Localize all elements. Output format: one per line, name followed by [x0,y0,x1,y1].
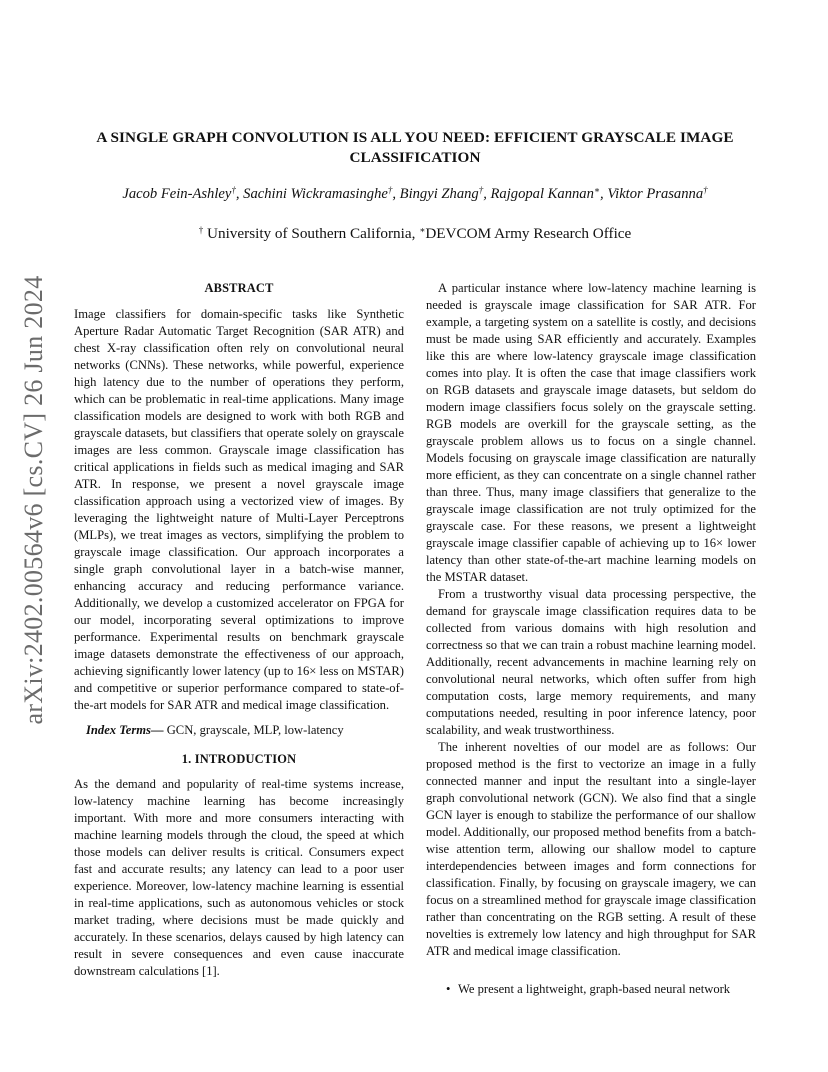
abstract-text: Image classifiers for domain-specific tasks like Synthetic Aperture Radar Automatic Target Recognition (SAR ATR) and chest X-ray classification often rely on convolutional neural networks (CNNs). These networks, while powerful, experience high latency due to the number of operations they perform, which can be problematic in real-time applications. Many image classification models are designed to work with both RGB and grayscale datasets, but classifiers that operate solely on grayscale images are less common. Grayscale image classification has critical applications in fields such as medical imaging and SAR ATR. In response, we present a novel grayscale image classification approach using a vectorized view of images. By leveraging the lightweight nature of Multi-Layer Perceptrons (MLPs), we treat images as vectors, simplifying the problem to grayscale image classification. Our approach incorporates a single graph convolutional layer in a batch-wise manner, enhancing accuracy and reducing performance variance. Additionally, we develop a customized accelerator on FPGA for our model, incorporating several optimizations to improve performance. Experimental results on benchmark grayscale image datasets demonstrate the effectiveness of our approach, achieving significantly lower latency (up to 16× less on MSTAR) and competitive or superior performance compared to state-of-the-art models for SAR ATR and medical image classification. [74,307,404,712]
arxiv-stamp [14,275,54,725]
contribution-list [426,981,756,998]
affiliation-mark: ∗ [593,185,601,195]
affiliations [60,224,770,244]
arxiv-identifier: arXiv:2402.00564v6 [cs.CV] 26 Jun 2024 [19,275,48,725]
affiliation-mark: † [387,185,393,195]
intro-paragraph: From a trustworthy visual data processing perspective, the demand for grayscale image classification requires data to be collected from various domains with high resolution and correctness so that we can train a robust machine learning model. Additionally, recent advancements in machine learning rely on convolutional neural networks, which often suffer from high computation costs, large memory requirements, and many computations needed, resulting in poor inference latency, poor scalability, and weak trustworthiness. [426,587,756,737]
author-name: Rajgopal Kannan [490,186,594,202]
list-item [426,981,756,998]
affiliation-mark: † [198,225,204,235]
intro-paragraph: A particular instance where low-latency machine learning is needed is grayscale image classification for SAR ATR. For example, a targeting system on a satellite is costly, and decisions must be made using SAR efficiently and accurately. Examples like this are where low-latency grayscale image classification comes into play. It is often the case that image classifiers work on RGB datasets and grayscale image datasets, but seldom do modern image classifiers focus solely on the grayscale setting. RGB models are overkill for the grayscale setting, as the grayscale problem allows us to focus on a single channel. Models focusing on grayscale image classification are naturally more efficient, as they can concentrate on a single channel rather than three. Thus, many image classifiers that generalize to the grayscale image classification are not truly optimized for the grayscale case. For these reasons, we present a lightweight grayscale image classifier capable of achieving up to 16× lower latency than other state-of-the-art machine learning models on the MSTAR dataset. [426,281,756,584]
contribution-text: We present a lightweight, graph-based neural network [458,982,731,996]
left-column [74,280,404,980]
author-name: Viktor Prasanna [607,186,704,202]
affiliation-mark: † [231,185,236,195]
abstract-heading: ABSTRACT [204,281,274,295]
affiliation-devcom: DEVCOM Army Research Office [425,225,632,242]
bullet-icon: • [446,982,451,996]
intro-paragraph: The inherent novelties of our model are as follows: Our proposed method is the first to vectorize an image in a fully connected manner and input the resultant into a single-layer graph convolutional network (GCN). We also find that a single GCN layer is enough to stabilize the performance of our shallow model. Additionally, our proposed method benefits from a batch-wise attention term, allowing our shallow model to capture interdependencies between images and form connections for classification. Finally, by focusing on grayscale imagery, we can focus on a streamlined method for grayscale image classification rather than concentrating on the RGB setting. A result of these novelties is extremely low latency and high throughput for SAR ATR and medical image classification. [426,740,756,958]
author-name: Bingyi Zhang [399,186,479,202]
author-name: Sachini Wickramasinghe [243,186,388,202]
affiliation-mark: † [703,185,708,195]
affiliation-usc: University of Southern California, [207,225,416,242]
author-list: Jacob Fein-Ashley†, Sachini Wickramasinghe†, Bingyi Zhang†, Rajgopal Kannan∗, Viktor Prasanna† [122,185,708,202]
index-terms [74,722,404,739]
index-terms-label: Index Terms— [86,723,164,737]
index-terms-text: GCN, grayscale, MLP, low-latency [163,723,344,737]
affiliation-mark: † [478,185,484,195]
right-column [426,280,756,998]
introduction-heading: 1. INTRODUCTION [181,752,297,766]
intro-paragraph: As the demand and popularity of real-time systems increase, low-latency machine learning has become increasingly important. With more and more consumers interacting with machine learning models through the cloud, the speed at which those models can deliver results is critical. Consumers expect fast and accurate results; any latency can lead to a poor user experience. Moreover, low-latency machine learning is essential in real-time applications, such as autonomous vehicles or stock market trading, where decisions must be made quickly and accurately. In these scenarios, delays caused by high latency can result in severe consequences and even cause inaccurate downstream calculations [1]. [74,777,404,978]
affiliation-mark: ∗ [419,225,426,235]
author-name: Jacob Fein-Ashley [122,186,232,202]
paper-title: A SINGLE GRAPH CONVOLUTION IS ALL YOU NEED: EFFICIENT GRAYSCALE IMAGE CLASSIFICATION [96,129,734,166]
